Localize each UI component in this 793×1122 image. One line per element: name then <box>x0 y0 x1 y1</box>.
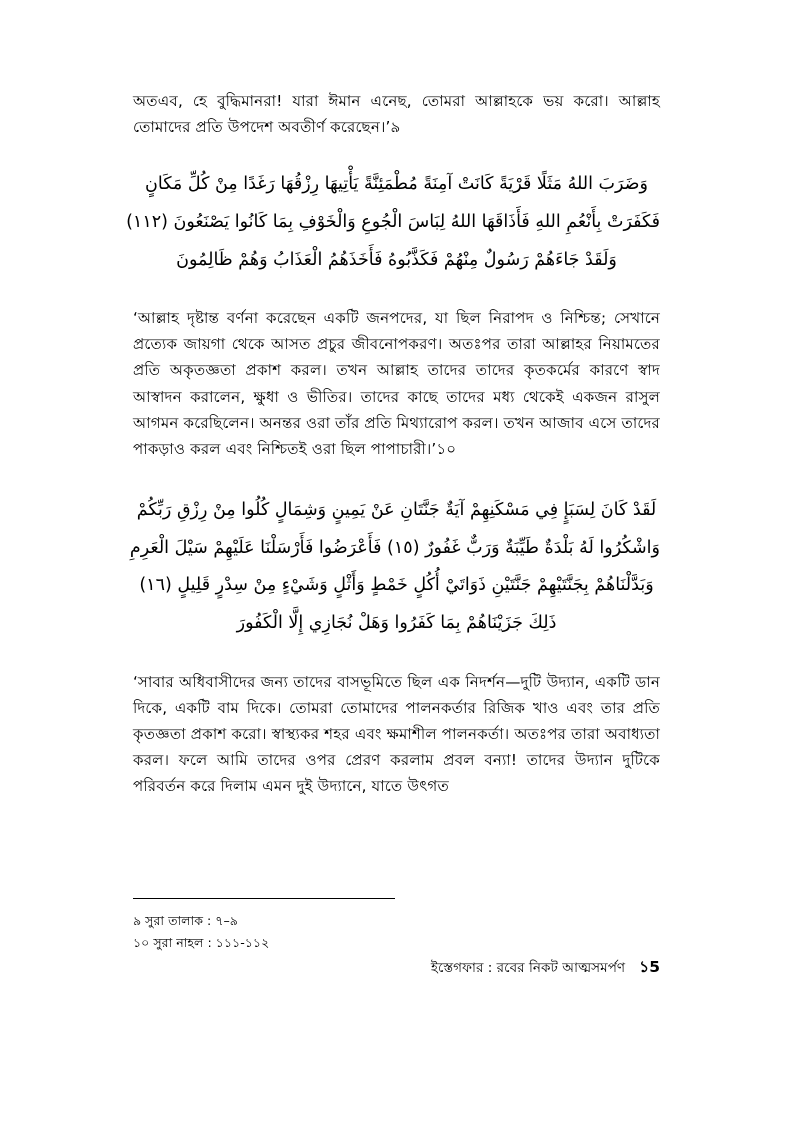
page-content <box>126 88 660 799</box>
arabic-quotation-2 <box>129 492 660 643</box>
arabic-line: وَبَدَّلْنَاهُمْ بِجَنَّتَيْهِمْ جَنَّتَيْنِ ذَوَاتَيْ أُكُلٍ خَمْطٍ وَأَثْلٍ وَشَيْءٍ مِنْ سِدْرٍ قَلِيلٍ (١٦) <box>139 575 654 596</box>
arabic-line: وَاشْكُرُوا لَهُ بَلْدَةٌ طَيِّبَةٌ وَرَبٌّ غَفُورٌ (١٥) فَأَعْرَضُوا فَأَرْسَلْنَا عَلَيْهِمْ سَيْلَ الْعَرِمِ <box>129 537 660 558</box>
footnote-list <box>133 910 533 953</box>
bengali-paragraph-2: ‘আল্লাহ দৃষ্টান্ত বর্ণনা করেছেন একটি জনপদের, যা ছিল নিরাপদ ও নিশ্চিন্ত; সেখানে প্রত্যেক জায়গা থেকে আসত প্রচুর জীবনোপকরণ। অতঃপর তারা আল্লাহর নিয়ামতের প্রতি অকৃতজ্ঞতা প্রকাশ করল। তখন আল্লাহ তাদের তাদের কৃতকর্মের কারণে স্বাদ আস্বাদন করালেন, ক্ষুধা ও ভীতির। তাদের কাছে তাদের মধ্য থেকেই একজন রাসুল আগমন করেছিলেন। অনন্তর ওরা তাঁর প্রতি মিথ্যারোপ করল। তখন আজাব এসে তাদের পাকড়াও করল এবং নিশ্চিতই ওরা ছিল পাপাচারী।’১০ <box>133 309 660 458</box>
spacer <box>133 279 660 305</box>
footnote-separator <box>133 898 395 899</box>
running-title: ইস্তেগফার : রবের নিকট আত্মসমর্পণ <box>430 960 626 976</box>
arabic-line: وَضَرَبَ اللهُ مَثَلًا قَرْيَةً كَانَتْ آمِنَةً مُطْمَئِنَّةً يَأْتِيهَا رِزْقُهَا رَغَدًا مِنْ كُلِّ مَكَانٍ <box>145 174 648 195</box>
arabic-line: فَكَفَرَتْ بِأَنْعُمِ اللهِ فَأَذَاقَهَا اللهُ لِبَاسَ الْجُوعِ وَالْخَوْفِ بِمَا كَانُوا يَصْنَعُونَ (١١٢) <box>126 211 660 232</box>
arabic-line: وَلَقَدْ جَاءَهُمْ رَسُولٌ مِنْهُمْ فَكَذَّبُوهُ فَأَخَذَهُمُ الْعَذَابُ وَهُمْ ظَالِمُونَ <box>176 249 617 270</box>
arabic-quotation-1 <box>126 166 660 279</box>
page-footer <box>133 955 660 981</box>
spacer <box>133 643 660 669</box>
arabic-line: ذَلِكَ جَزَيْنَاهُمْ بِمَا كَفَرُوا وَهَلْ نُجَازِي إِلَّا الْكَفُورَ <box>236 612 557 633</box>
bengali-paragraph-3: ‘সাবার অধিবাসীদের জন্য তাদের বাসভূমিতে ছিল এক নিদর্শন—দুটি উদ্যান, একটি ডান দিকে, একটি বাম দিকে। তোমরা তোমাদের পালনকর্তার রিজিক খাও এবং তার প্রতি কৃতজ্ঞতা প্রকাশ করো। স্বাস্থ্যকর শহর এবং ক্ষমাশীল পালনকর্তা। অতঃপর তারা অবাধ্যতা করল। ফলে আমি তাদের ওপর প্রেরণ করলাম প্রবল বন্যা! তাদের উদ্যান দুটিকে পরিবর্তন করে দিলাম এমন দুই উদ্যানে, যাতে উৎগত <box>133 672 660 796</box>
page-number: ১5 <box>639 958 660 976</box>
bengali-paragraph-1: অতএব, হে বুদ্ধিমানরা! যারা ঈমান এনেছ, তোমরা আল্লাহকে ভয় করো। আল্লাহ তোমাদের প্রতি উপদেশ অবতীর্ণ করেছেন।’৯ <box>133 92 660 137</box>
arabic-line: لَقَدْ كَانَ لِسَبَإٍ فِي مَسْكَنِهِمْ آيَةٌ جَنَّتَانِ عَنْ يَمِينٍ وَشِمَالٍ كُلُوا مِنْ رِزْقِ رَبِّكُمْ <box>136 500 657 520</box>
spacer <box>133 140 660 166</box>
spacer <box>133 462 660 492</box>
footnote-item: ৯ সুরা তালাক : ৭–৯ <box>133 913 238 928</box>
footnote-item: ১০ সুরা নাহল : ১১১-১১২ <box>133 934 270 950</box>
